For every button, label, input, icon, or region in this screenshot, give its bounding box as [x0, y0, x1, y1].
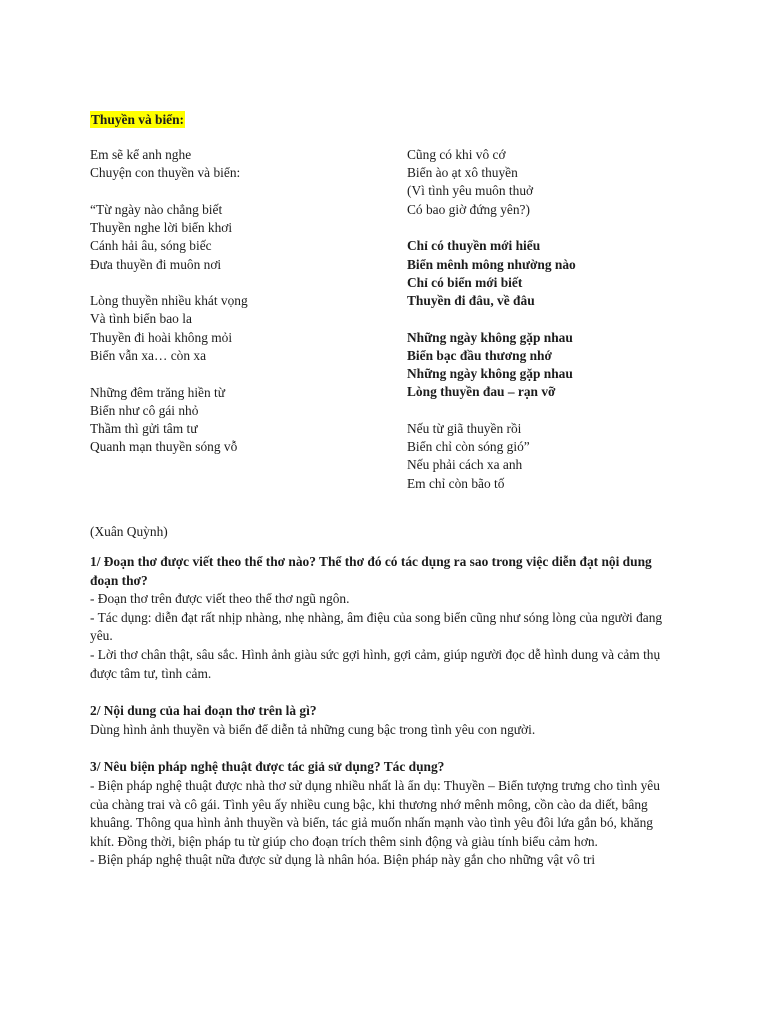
stanza	[90, 292, 248, 365]
poem-line: Chuyện con thuyền và biển:	[90, 165, 241, 181]
answer-text: - Biện pháp nghệ thuật được nhà thơ sử dụng nhiều nhất là ẩn dụ: Thuyền – Biển tượng trưng cho tình yêu của chàng trai và cô gái. Tình yêu ấy nhiều cung bậc, khi thương nhớ mênh mông, cồn cào da diết, bâng khuâng. Thông qua hình ảnh thuyền và biển, tác giả muốn nhấn mạnh vào tình yêu đôi lứa gắn bó, khăng khít. Đồng thời, biện pháp tu từ giúp cho đoạn trích thêm sinh động và giàu tính biểu cảm hơn.	[90, 777, 660, 849]
poem-line: “Từ ngày nào chẳng biết	[90, 201, 223, 217]
poem-line: Thuyền đi hoài không mỏi	[90, 329, 233, 345]
question-block	[90, 758, 680, 870]
poem-line: Chỉ có biển mới biết	[407, 274, 523, 290]
question-text: 3/ Nêu biện pháp nghệ thuật được tác giả sử dụng? Tác dụng?	[90, 759, 445, 775]
poem-line: Em sẽ kể anh nghe	[90, 147, 192, 162]
poem-line: Nếu từ giã thuyền rồi	[407, 420, 522, 436]
poem-line: Nếu phải cách xa anh	[407, 457, 523, 473]
poem-line: Biển vẫn xa… còn xa	[90, 347, 207, 363]
poem-line: Lòng thuyền đau – rạn vỡ	[407, 384, 556, 400]
answer-text: - Đoạn thơ trên được viết theo thể thơ ngũ ngôn.	[90, 591, 350, 607]
poem-line: Chỉ có thuyền mới hiểu	[407, 238, 541, 254]
questions-section	[90, 553, 680, 889]
poem-line: Và tình biển bao la	[90, 311, 192, 327]
question-block	[90, 553, 680, 683]
stanza	[407, 420, 576, 493]
stanza	[407, 146, 576, 219]
stanza	[90, 201, 248, 274]
poem-line: Biển bạc đầu thương nhớ	[407, 347, 552, 363]
poem-title: Thuyền và biển:	[91, 112, 185, 127]
poem-author: (Xuân Quỳnh)	[90, 524, 168, 539]
poem-line: Cánh hải âu, sóng biếc	[90, 238, 212, 254]
poem-right-column	[407, 146, 576, 511]
stanza	[407, 329, 576, 402]
poem-line: Có bao giờ đứng yên?)	[407, 201, 530, 217]
poem-line: Những đêm trăng hiền từ	[90, 384, 226, 400]
poem-line: Em chỉ còn bão tố	[407, 475, 505, 491]
poem-line: Biển mênh mông nhường nào	[407, 256, 576, 272]
stanza	[407, 237, 576, 310]
poem-line: Lòng thuyền nhiều khát vọng	[90, 293, 248, 309]
poem-line: Cũng có khi vô cớ	[407, 147, 506, 162]
poem-line: Thuyền nghe lời biển khơi	[90, 220, 233, 236]
question-block	[90, 702, 680, 739]
poem-line: Đưa thuyền đi muôn nơi	[90, 256, 222, 272]
answer-text: - Lời thơ chân thật, sâu sắc. Hình ảnh giàu sức gợi hình, gợi cảm, giúp người đọc dễ hình dung và cảm thụ được tâm tư, tình cảm.	[90, 646, 661, 681]
answer-text: - Biện pháp nghệ thuật nữa được sử dụng là nhân hóa. Biện pháp này gắn cho những vật vô tri	[90, 852, 596, 868]
poem-left-column	[90, 146, 248, 475]
answer-text: Dùng hình ảnh thuyền và biển để diễn tả những cung bậc trong tình yêu con người.	[90, 721, 536, 737]
question-text: 1/ Đoạn thơ được viết theo thể thơ nào? Thể thơ đó có tác dụng ra sao trong việc diễn đạt nội dung đoạn thơ?	[90, 554, 652, 588]
answer-text: - Tác dụng: diễn đạt rất nhịp nhàng, nhẹ nhàng, âm điệu của song biển cũng như sóng lòng của người đang yêu.	[90, 609, 663, 644]
stanza	[90, 384, 248, 457]
poem-line: Những ngày không gặp nhau	[407, 329, 573, 345]
poem-line: Thuyền đi đâu, về đâu	[407, 292, 535, 308]
poem-line: (Vì tình yêu muôn thuở	[407, 183, 534, 199]
question-text: 2/ Nội dung của hai đoạn thơ trên là gì?	[90, 703, 317, 719]
stanza	[90, 146, 248, 182]
poem-line: Biển chỉ còn sóng gió”	[407, 439, 530, 455]
poem-line: Những ngày không gặp nhau	[407, 366, 573, 382]
poem-line: Biển ào ạt xô thuyền	[407, 165, 518, 181]
poem-line: Thầm thì gửi tâm tư	[90, 420, 198, 436]
poem-line: Biển như cô gái nhỏ	[90, 402, 199, 418]
poem-line: Quanh mạn thuyền sóng vỗ	[90, 439, 238, 455]
